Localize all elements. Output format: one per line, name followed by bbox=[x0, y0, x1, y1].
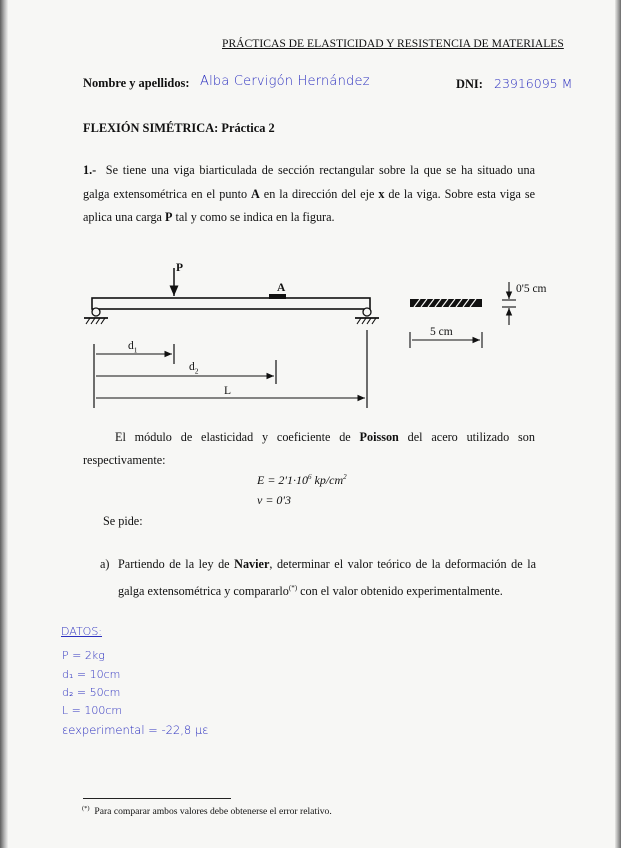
footnote bbox=[82, 805, 332, 817]
dni-value: 23916095 M bbox=[494, 76, 573, 91]
d1-label bbox=[128, 340, 138, 354]
d2-subscript: 2 bbox=[194, 366, 199, 376]
problem-text-2: en la dirección del eje bbox=[259, 186, 379, 201]
header-title: PRÁCTICAS DE ELASTICIDAD Y RESISTENCIA DE MATERIALES bbox=[222, 37, 564, 50]
footnote-rule bbox=[83, 798, 231, 799]
question-text-3: con el valor obtenido experimentalmente. bbox=[297, 583, 503, 598]
question-a bbox=[118, 553, 536, 603]
left-support bbox=[84, 308, 108, 324]
name-value: Alba Cervigón Hernández bbox=[200, 74, 370, 89]
formula-e bbox=[257, 473, 347, 488]
poisson-term: Poisson bbox=[359, 430, 399, 444]
d2-label bbox=[189, 361, 199, 375]
point-a-label: A bbox=[277, 282, 286, 294]
formula-e-unit: kp/cm bbox=[311, 473, 344, 487]
width-label: 5 cm bbox=[430, 326, 453, 338]
formula-e-lhs: E = 2'1·10 bbox=[257, 473, 308, 487]
load-label: P bbox=[176, 262, 184, 274]
right-support bbox=[355, 308, 379, 324]
strain-gauge bbox=[269, 294, 286, 299]
formula-nu: ν = 0'3 bbox=[257, 493, 291, 507]
problem-text-3: de la viga. Sobre esta viga se aplica una carga bbox=[83, 186, 535, 225]
beam bbox=[92, 298, 370, 309]
navier-term: Navier bbox=[234, 557, 270, 571]
problem-text-1: Se tiene una viga biarticulada de sección rectangular sobre la que se ha situado una galga extensométrica en el punto bbox=[83, 163, 535, 201]
problem-point: A bbox=[251, 186, 260, 201]
d2-symbol: d bbox=[189, 361, 195, 373]
problem-number: 1.- bbox=[83, 163, 97, 177]
formula-e-exp: 6 bbox=[308, 473, 312, 481]
material-text-1: El módulo de elasticidad y coeficiente de bbox=[115, 430, 360, 444]
formula-e-unit-exp: 2 bbox=[343, 473, 347, 481]
question-text-2: , determinar el valor teórico de la deformación de la galga extensométrica y compararlo bbox=[118, 557, 536, 598]
material-text-2: del acero utilizado son respectivamente: bbox=[83, 430, 535, 467]
problem-load: P bbox=[165, 210, 173, 225]
section-title: FLEXIÓN SIMÉTRICA: Práctica 2 bbox=[83, 121, 275, 135]
material-statement bbox=[83, 426, 535, 472]
d1-subscript: 1 bbox=[133, 345, 138, 355]
d1-symbol: d bbox=[128, 340, 134, 352]
question-letter: a) bbox=[100, 557, 110, 571]
problem-text-4: tal y como se indica en la figura. bbox=[172, 210, 335, 225]
datos-line: d₂ = 50cm bbox=[62, 686, 121, 699]
datos-line: d₁ = 10cm bbox=[62, 668, 121, 681]
footnote-mark: (*) bbox=[82, 805, 90, 812]
datos-line: P = 2kg bbox=[62, 649, 105, 662]
problem-axis: x bbox=[378, 186, 385, 201]
dni-label: DNI: bbox=[456, 77, 483, 91]
request-label: Se pide: bbox=[103, 514, 143, 528]
length-label: L bbox=[224, 385, 232, 397]
datos-line: L = 100cm bbox=[62, 704, 123, 717]
height-label: 0'5 cm bbox=[516, 283, 547, 295]
question-footmark: (*) bbox=[288, 583, 298, 592]
datos-experimental: εexperimental = -22,8 με bbox=[62, 723, 209, 737]
name-label: Nombre y apellidos: bbox=[83, 76, 190, 90]
footnote-text: Para comparar ambos valores debe obtenerse el error relativo. bbox=[94, 806, 332, 818]
cross-section bbox=[410, 282, 516, 348]
datos-title: DATOS: bbox=[61, 625, 103, 638]
question-text-1: Partiendo de la ley de bbox=[118, 557, 235, 571]
